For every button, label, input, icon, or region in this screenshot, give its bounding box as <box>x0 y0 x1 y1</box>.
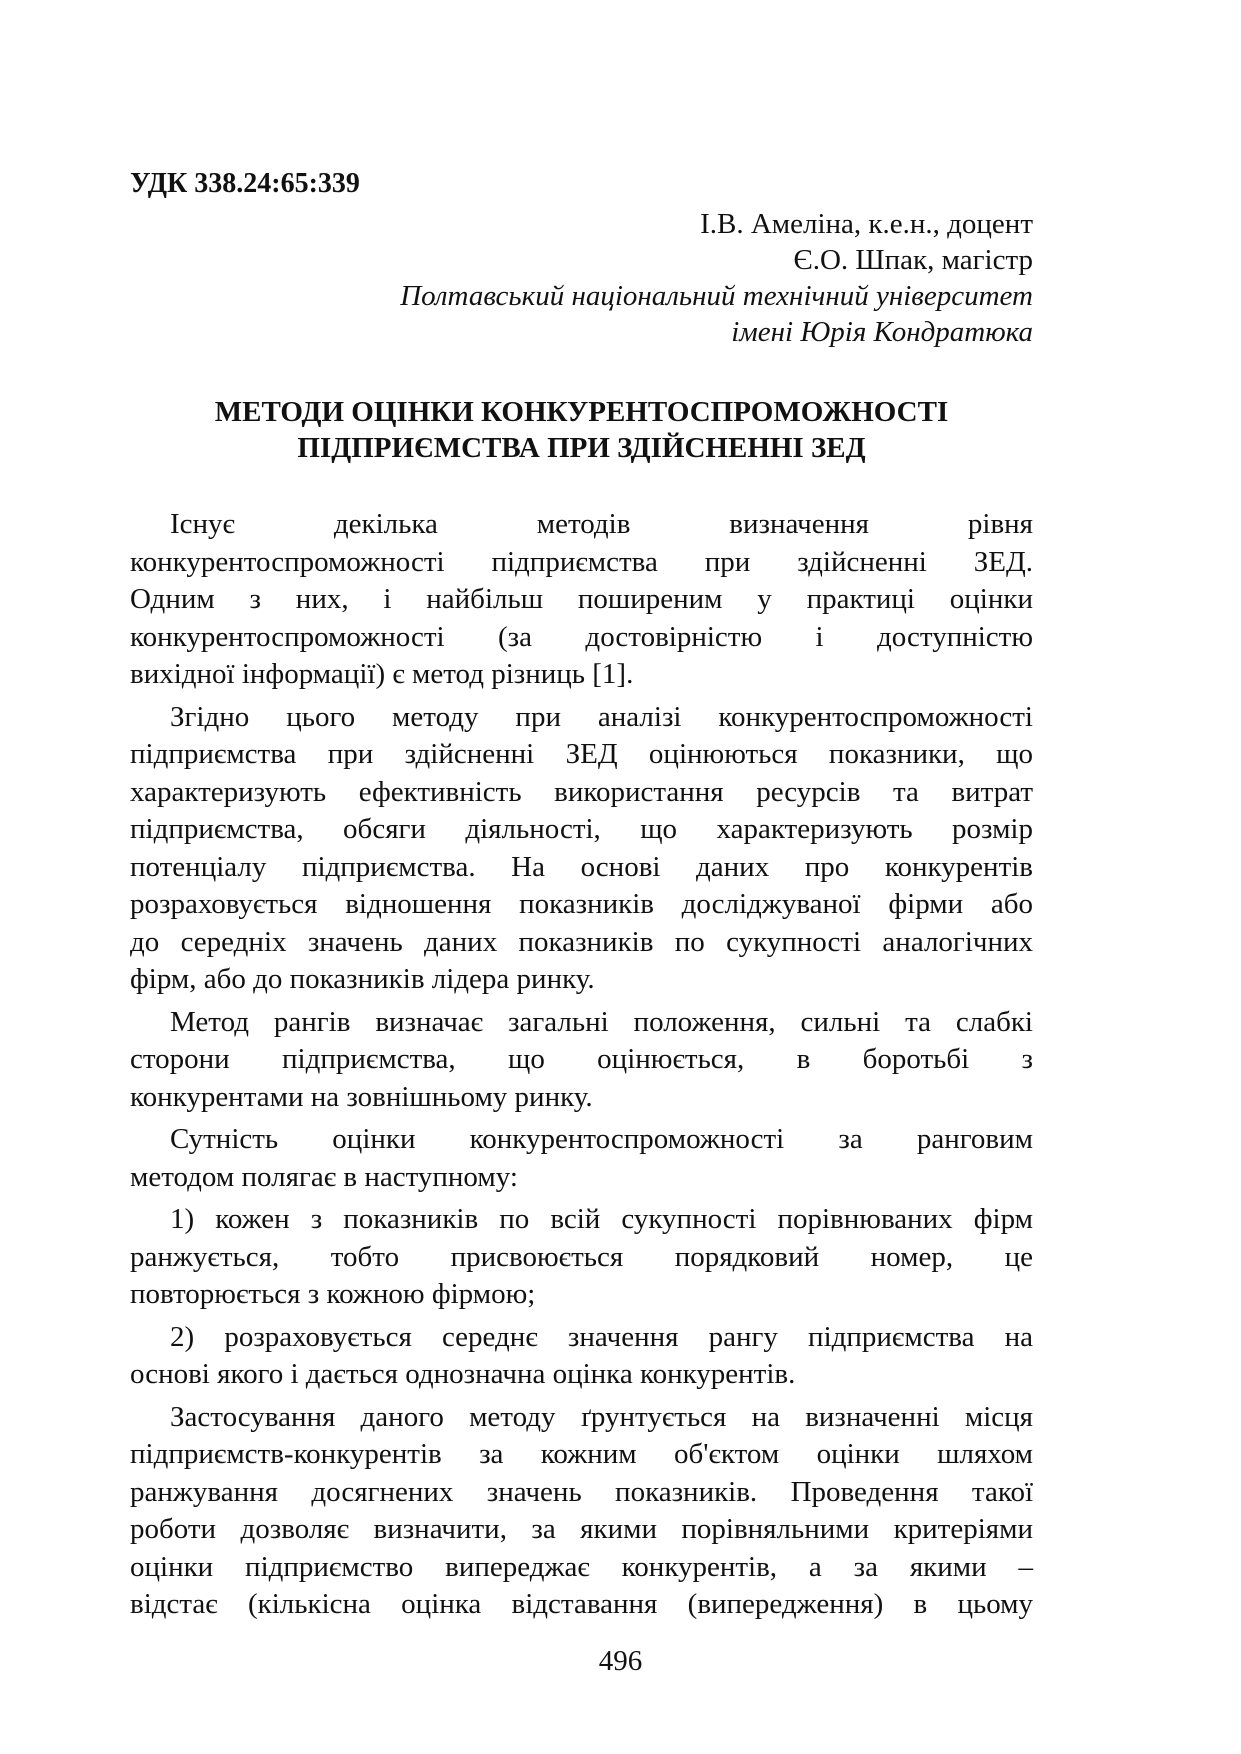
list-item-1 <box>130 1201 1033 1314</box>
text-line: 1) кожен з показників по всій сукупності порівнюваних фірм <box>170 1203 1033 1235</box>
article-title <box>130 394 1033 466</box>
text-line: конкурентоспроможності підприємства при здійсненні ЗЕД. <box>130 545 1033 578</box>
text-line: оцінки підприємство випереджає конкурентів, а за якими – <box>130 1550 1033 1583</box>
text-line: ранжується, тобто присвоюється порядковий номер, це <box>130 1240 1033 1273</box>
text-line: конкурентоспроможності (за достовірністю і доступністю <box>130 620 1033 653</box>
paragraph-3 <box>130 1004 1033 1117</box>
paragraph-2 <box>130 699 1033 999</box>
author-2: Є.О. Шпак, магістр <box>793 244 1033 276</box>
text-line: відстає (кількісна оцінка відставання (випередження) в цьому <box>130 1588 1033 1620</box>
text-line: методом полягає в наступному: <box>130 1160 518 1193</box>
text-line: Сутність оцінки конкурентоспроможності за ранговим <box>170 1123 1033 1155</box>
text-line: ранжування досягнених значень показників. Проведення такої <box>130 1475 1033 1508</box>
article-body <box>130 506 1033 1624</box>
affiliation-line-1: Полтавський національний технічний університет <box>400 280 1033 312</box>
text-line: Існує декілька методів визначення рівня <box>170 508 1033 540</box>
text-line: вихідної інформації) є метод різниць [1]. <box>130 658 634 690</box>
author-block <box>400 206 1033 350</box>
text-line: сторони підприємства, що оцінюється, в боротьбі з <box>130 1043 1033 1075</box>
text-line: потенціалу підприємства. На основі даних про конкурентів <box>130 850 1033 883</box>
text-line: до середніх значень даних показників по сукупності аналогічних <box>130 925 1033 958</box>
text-line: Одним з них, і найбільш поширеним у практиці оцінки <box>130 583 1033 615</box>
text-line: Застосування даного методу ґрунтується на визначенні місця <box>170 1400 1033 1433</box>
affiliation-line-2: імені Юрія Кондратюка <box>731 316 1033 348</box>
text-line: роботи дозволяє визначити, за якими порівняльними критеріями <box>130 1513 1033 1545</box>
paragraph-5 <box>130 1399 1033 1624</box>
author-1: І.В. Амеліна, к.е.н., доцент <box>700 208 1033 240</box>
text-line: повторюється з кожною фірмою; <box>130 1278 536 1310</box>
text-line: фірм, або до показників лідера ринку. <box>130 963 595 995</box>
text-line: підприємств-конкурентів за кожним об'єктом оцінки шляхом <box>130 1438 1033 1470</box>
text-line: основі якого і дається однозначна оцінка конкурентів. <box>130 1358 796 1390</box>
text-line: характеризують ефективність використання ресурсів та витрат <box>130 775 1033 808</box>
text-line: підприємства при здійсненні ЗЕД оцінюються показники, що <box>130 738 1033 770</box>
paragraph-1 <box>130 506 1033 694</box>
text-line: Метод рангів визначає загальні положення, сильні та слабкі <box>170 1005 1033 1038</box>
page-number: 496 <box>598 1645 643 1677</box>
list-item-2 <box>130 1319 1033 1394</box>
text-line: конкурентами на зовнішньому ринку. <box>130 1080 593 1113</box>
paragraph-4 <box>130 1121 1033 1196</box>
text-line: 2) розраховується середнє значення рангу підприємства на <box>170 1320 1033 1353</box>
udk-code: УДК 338.24:65:339 <box>130 168 360 199</box>
title-line-2: ПІДПРИЄМСТВА ПРИ ЗДІЙСНЕННІ ЗЕД <box>297 432 866 464</box>
title-line-1: МЕТОДИ ОЦІНКИ КОНКУРЕНТОСПРОМОЖНОСТІ <box>214 396 949 428</box>
text-line: розраховується відношення показників досліджуваної фірми або <box>130 888 1033 920</box>
text-line: підприємства, обсяги діяльності, що характеризують розмір <box>130 813 1033 845</box>
text-line: Згідно цього методу при аналізі конкурентоспроможності <box>170 700 1033 733</box>
